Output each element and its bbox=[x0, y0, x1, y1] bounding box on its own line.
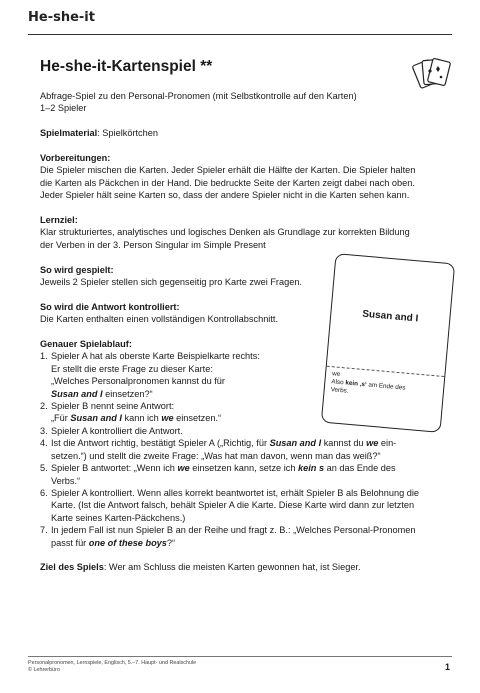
card-hint: Verbs. bbox=[330, 386, 349, 395]
paragraph-line: Klar strukturiertes, analytisches und logisches Denken als Grundlage zur korrekten Bildung bbox=[40, 227, 410, 238]
step-item bbox=[40, 437, 444, 462]
section-heading: Lernziel: bbox=[40, 215, 78, 226]
step-text: setzen.“) und stellt die zweite Frage: „Was hat man davon, wenn man das weiß?“ bbox=[51, 450, 381, 461]
card-hint-part: Also bbox=[331, 378, 346, 387]
step-text-part: kann ich bbox=[121, 413, 162, 424]
step-text: Verbs.“ bbox=[51, 475, 81, 486]
step-text-part: ?“ bbox=[166, 537, 176, 548]
emphasis: kein s bbox=[298, 463, 325, 474]
step-text-part: ein- bbox=[378, 438, 397, 449]
step-text-part: Ist die Antwort richtig, bestätigt Spieler A („Richtig, für bbox=[51, 438, 270, 449]
paragraph-line: Die Spieler mischen die Karten. Jeder Spieler erhält die Hälfte der Karten. Die Spieler halten bbox=[40, 165, 416, 176]
step-text-part: einsetzen?“ bbox=[102, 388, 153, 399]
emphasis: Susan and I bbox=[70, 413, 122, 424]
step-text bbox=[51, 462, 444, 474]
step-number: 3. bbox=[40, 425, 48, 436]
paragraph-line: Jeweils 2 Spieler stellen sich gegenseitig pro Karte zwei Fragen. bbox=[40, 277, 302, 288]
paragraph-line: Die Karten enthalten einen vollständigen Kontrollabschnitt. bbox=[40, 314, 279, 325]
paragraph-line: Jeder Spieler hält seine Karten so, dass der andere Spieler nicht in die Karten sehen kann. bbox=[40, 190, 410, 201]
step-text: Karte. (Ist die Antwort falsch, behält Spieler A die Karte. Diese Karte wird dann zur letzten bbox=[51, 500, 415, 511]
footer-line: Personalpronomen, Lernspiele, Englisch, 5.–7. Haupt- und Realschule bbox=[28, 660, 197, 666]
step-number: 1. bbox=[40, 351, 48, 362]
step-text-part: „Für bbox=[51, 413, 71, 424]
emphasis: one of these boys bbox=[88, 537, 167, 548]
step-text: In jedem Fall ist nun Spieler B an der Reihe und fragt z. B.: „Welches Personal-Pronomen bbox=[51, 525, 416, 536]
material-label: Spielmaterial bbox=[40, 128, 98, 139]
page-title: He-she-it-Kartenspiel ** bbox=[40, 58, 213, 75]
step-number: 4. bbox=[40, 438, 48, 449]
step-text bbox=[51, 537, 444, 549]
step-item bbox=[40, 487, 444, 524]
brand-label: He-she-it bbox=[28, 10, 95, 25]
step-text: Spieler B nennt seine Antwort: bbox=[51, 401, 175, 412]
card-control-section bbox=[330, 370, 436, 403]
step-text-part: an das Ende des bbox=[324, 463, 396, 474]
card-hint-emphasis: kein ‚s‘ bbox=[345, 379, 367, 389]
emphasis: Susan and I bbox=[51, 388, 103, 399]
step-text: Karte seines Karten-Päckchens.) bbox=[51, 512, 186, 523]
step-text-part: passt für bbox=[51, 537, 89, 548]
step-text bbox=[51, 437, 444, 449]
example-card bbox=[321, 253, 455, 433]
material-text: : Spielkörtchen bbox=[97, 128, 158, 139]
card-hint-part: am Ende des bbox=[366, 381, 406, 392]
footer-divider bbox=[28, 656, 452, 657]
header-divider bbox=[28, 34, 452, 35]
emphasis: we bbox=[177, 463, 190, 474]
card-pronoun: we bbox=[331, 370, 341, 378]
goal-text: : Wer am Schluss die meisten Karten gewonnen hat, ist Sieger. bbox=[103, 562, 361, 573]
step-text: „Welches Personalpronomen kannst du für bbox=[51, 376, 225, 387]
paragraph-line: der Verben in der 3. Person Singular im Simple Present bbox=[40, 239, 266, 250]
emphasis: we bbox=[161, 413, 174, 424]
step-text: Spieler A hat als oberste Karte Beispielkarte rechts: bbox=[51, 351, 260, 362]
section-heading: So wird die Antwort kontrolliert: bbox=[40, 301, 180, 312]
playing-cards-icon bbox=[410, 52, 454, 92]
step-number: 6. bbox=[40, 487, 48, 498]
step-text-part: kannst du bbox=[321, 438, 367, 449]
paragraph-line: die Karten als Päckchen in der Hand. Die bedruckte Seite der Karten zeigt dabei nach oben. bbox=[40, 177, 415, 188]
goal-paragraph bbox=[40, 561, 444, 573]
footer-line: © Lehrerbüro bbox=[28, 667, 60, 673]
step-text: Spieler A kontrolliert die Antwort. bbox=[51, 425, 183, 436]
goal-label: Ziel des Spiels bbox=[40, 562, 104, 573]
step-item bbox=[40, 524, 444, 549]
intro-line: Abfrage-Spiel zu den Personal-Pronomen (mit Selbstkontrolle auf den Karten) bbox=[40, 91, 357, 101]
step-text-part: Spieler B antwortet: „Wenn ich bbox=[51, 463, 178, 474]
material-paragraph bbox=[40, 127, 444, 139]
section-heading: Vorbereitungen: bbox=[40, 153, 111, 163]
step-text-part: einsetzen.“ bbox=[173, 413, 222, 424]
step-text: Spieler A kontrolliert. Wenn alles korrekt beantwortet ist, erhält Spieler B als Belohnung die bbox=[51, 487, 420, 498]
step-text: Er stellt die erste Frage zu dieser Karte: bbox=[51, 363, 213, 374]
card-caption: Susan and I bbox=[361, 308, 419, 325]
emphasis: we bbox=[366, 438, 379, 449]
page-number: 1 bbox=[444, 662, 450, 672]
intro-line: 1–2 Spieler bbox=[40, 103, 87, 114]
section-heading: Genauer Spielablauf: bbox=[40, 339, 132, 350]
step-item bbox=[40, 462, 444, 487]
footer-credits bbox=[28, 660, 196, 674]
step-number: 5. bbox=[40, 463, 48, 474]
step-number: 2. bbox=[40, 401, 48, 412]
step-number: 7. bbox=[40, 525, 48, 536]
step-text-part: einsetzen kann, setze ich bbox=[189, 463, 299, 474]
section-heading: So wird gespielt: bbox=[40, 264, 114, 275]
emphasis: Susan and I bbox=[269, 438, 322, 449]
